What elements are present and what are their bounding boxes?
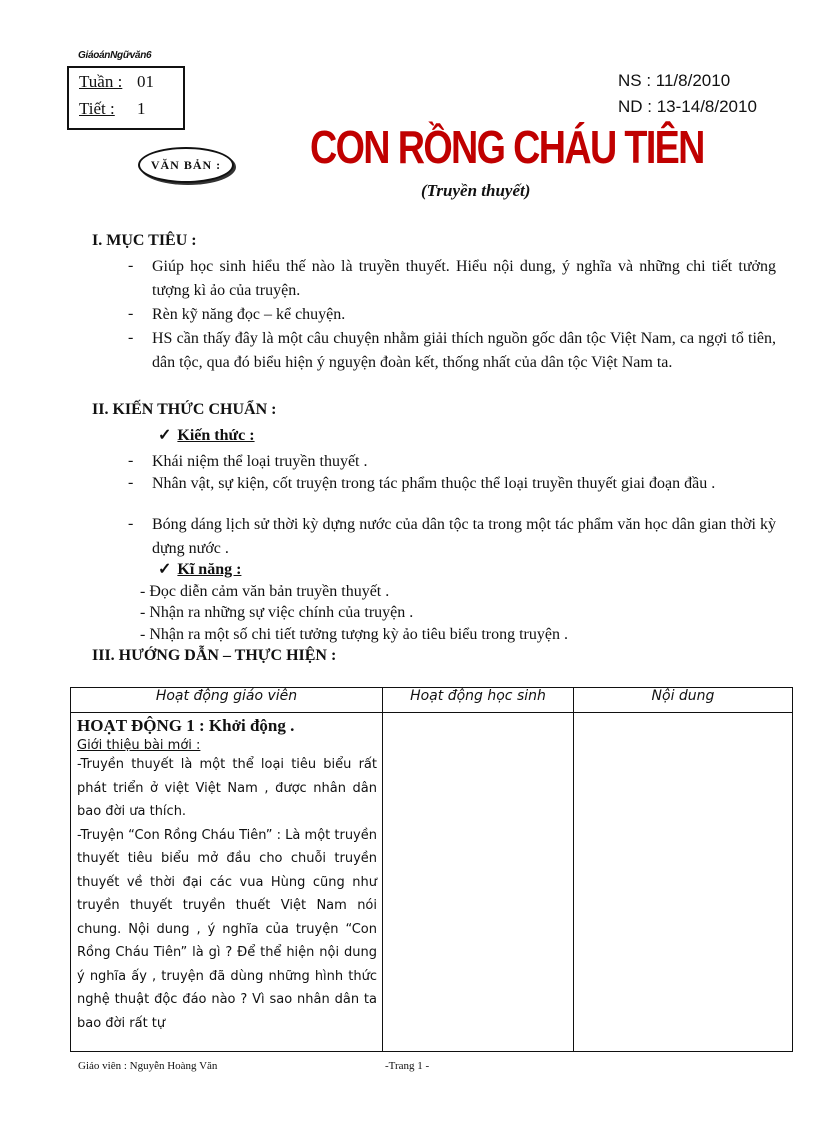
week-value: 01 bbox=[137, 72, 154, 91]
objective-item: Giúp học sinh hiểu thế nào là truyền thuyết. Hiểu nội dung, ý nghĩa và những chi tiết tưởng tượng kì ảo của truyện. bbox=[152, 258, 776, 299]
knowledge-item: Nhân vật, sự kiện, cốt truyện trong tác phẩm thuộc thể loại truyền thuyết giai đoạn đầu . bbox=[152, 475, 716, 492]
bullet-dash: - bbox=[128, 474, 134, 491]
nd-date: ND : 13-14/8/2010 bbox=[618, 97, 757, 116]
van-ban-badge bbox=[138, 147, 234, 183]
knowledge-title: Kiến thức : bbox=[177, 427, 255, 444]
knowledge-heading bbox=[158, 425, 255, 445]
header-content: Nội dung bbox=[574, 688, 793, 713]
badge-label: VĂN BẢN : bbox=[150, 157, 222, 172]
student-activity-cell bbox=[383, 713, 574, 1052]
section-3-title: III. HƯỚNG DẪN – THỰC HIỆN : bbox=[92, 647, 337, 664]
section-1-title: I. MỤC TIÊU : bbox=[92, 232, 197, 249]
ns-date: NS : 11/8/2010 bbox=[618, 71, 731, 90]
teacher-activity-cell bbox=[71, 713, 383, 1052]
skills-heading bbox=[158, 559, 241, 579]
skill-item: - Nhận ra một số chi tiết tưởng tượng kỳ ảo tiêu biểu trong truyện . bbox=[140, 626, 568, 643]
period-label: Tiết : bbox=[79, 99, 115, 118]
section-1-heading bbox=[92, 232, 197, 250]
activity-paragraph: -Truyện “Con Rồng Cháu Tiên” : Là một truyền thuyết tiêu biểu mở đầu cho chuỗi truyền thuyết về thời đại các vua Hùng cũng như truyền thuyết truyền thuết Việt Nam nói chung. Nội dung , ý nghĩa của truyện “Con Rồng Cháu Tiên” là gì ? Để thể hiện nội dung ý nghĩa ấy , truyện đã dùng những hình thức nghệ thuật độc đáo nào ? Vì sao nhân dân ta bao đời rất tự bbox=[77, 827, 377, 1031]
table-row bbox=[71, 713, 793, 1052]
objective-item: HS cần thấy đây là một câu chuyện nhằm giải thích nguồn gốc dân tộc Việt Nam, ca ngợi tổ tiên, dân tộc, qua đó biểu hiện ý nguyện đoàn kết, thống nhất của dân tộc Việt Nam ta. bbox=[152, 330, 776, 371]
bullet-dash: - bbox=[128, 257, 134, 274]
header-teacher-activity: Hoạt động giáo viên bbox=[71, 688, 383, 713]
knowledge-item: Bóng dáng lịch sử thời kỳ dựng nước của dân tộc ta trong một tác phẩm văn học dân gian thời kỳ dựng nước . bbox=[152, 516, 776, 557]
page-subtitle: (Truyền thuyết) bbox=[421, 181, 531, 200]
content-cell bbox=[574, 713, 793, 1052]
footer-teacher: Giáo viên : Nguyễn Hoàng Văn bbox=[78, 1060, 218, 1072]
skill-item: - Nhận ra những sự việc chính của truyện . bbox=[140, 604, 414, 621]
skill-item: - Đọc diễn cảm văn bản truyền thuyết . bbox=[140, 583, 390, 600]
period-value: 1 bbox=[137, 99, 146, 118]
skills-title: Kĩ năng : bbox=[177, 561, 242, 578]
section-3-heading bbox=[92, 647, 336, 665]
subject-header: GiáoánNgữvăn6 bbox=[78, 50, 152, 61]
activity-title: HOẠT ĐỘNG 1 : Khởi động . bbox=[77, 716, 295, 735]
bullet-dash: - bbox=[128, 329, 134, 346]
check-icon: ✓ bbox=[158, 427, 172, 444]
page-title: CON RỒNG CHÁU TIÊN bbox=[310, 121, 704, 173]
header-student-activity: Hoạt động học sinh bbox=[383, 688, 574, 713]
activity-paragraph: -Truyền thuyết là một thể loại tiêu biểu rất phát triển ở việt Việt Nam , được nhân dân bao đời ưa thích. bbox=[77, 757, 377, 819]
section-2-title: II. KIẾN THỨC CHUẨN : bbox=[92, 401, 277, 418]
week-period-box bbox=[67, 66, 185, 130]
table-header-row bbox=[71, 688, 793, 713]
week-label: Tuần : bbox=[79, 72, 123, 91]
lesson-table bbox=[70, 687, 793, 1052]
section-2-heading bbox=[92, 401, 276, 419]
knowledge-item: Khái niệm thể loại truyền thuyết . bbox=[152, 453, 368, 470]
bullet-dash: - bbox=[128, 452, 134, 469]
check-icon: ✓ bbox=[158, 561, 172, 578]
footer-page-number: -Trang 1 - bbox=[385, 1060, 430, 1072]
objective-item: Rèn kỹ năng đọc – kể chuyện. bbox=[152, 306, 346, 323]
bullet-dash: - bbox=[128, 515, 134, 532]
bullet-dash: - bbox=[128, 305, 134, 322]
intro-label: Giới thiệu bài mới : bbox=[77, 738, 201, 753]
